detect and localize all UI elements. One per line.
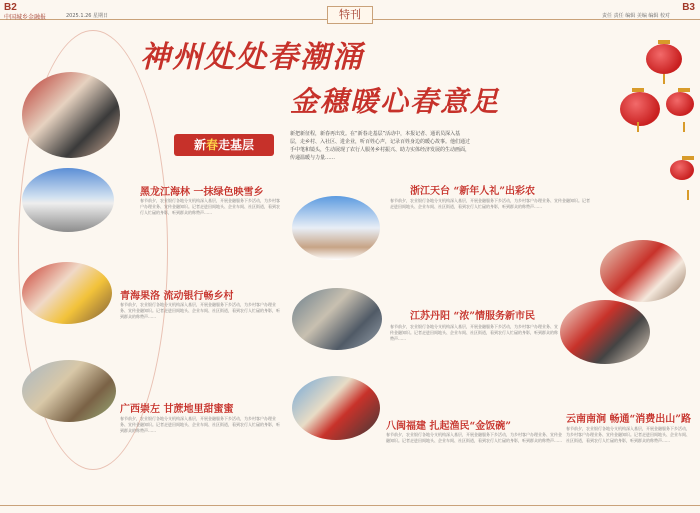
new-spring-badge	[174, 134, 274, 156]
photo-customer-service	[560, 300, 650, 364]
page-number-left: B2	[4, 2, 17, 13]
section-title-jiangsu: 江苏丹阳 “浓”情服务新市民	[410, 311, 535, 322]
article-body: 春节前夕，农业银行各地分支机构深入基层，开展金融服务下乡活动，为乡村客户办理业务、宣传金融知识。记者走进田间地头、企业车间、社区街道，看到农行人忙碌的身影，听到群众的称赞声……	[120, 302, 280, 319]
column-label: 特刊	[327, 6, 373, 24]
headline-line-2: 金穗暖心春意足	[290, 85, 501, 118]
article-body: 春节前夕，农业银行各地分支机构深入基层，开展金融服务下乡活动，为乡村客户办理业务、宣传金融知识。记者走进田间地头、企业车间、社区街道，看到农行人忙碌的身影，听到群众的称赞声……	[140, 198, 280, 215]
article-body: 春节前夕，农业银行各地分支机构深入基层，开展金融服务下乡活动，为乡村客户办理业务、宣传金融知识。记者走进田间地头、企业车间、社区街道，看到农行人忙碌的身影，听到群众的称赞声……	[120, 416, 280, 433]
intro-paragraph: 新把新征程，新春再出发。在“新春走基层”活动中，本报记者、通讯员深入基层，走乡村、入社区、进企业，听百姓心声，记录百姓身边的暖心故事。他们通过手中笔和镜头，生动展现了农行人服务乡村振兴、助力实体经济发展的生动画面，传递温暖与力量……	[290, 131, 471, 161]
article-body: 春节前夕，农业银行各地分支机构深入基层，开展金融服务下乡活动，为乡村客户办理业务、宣传金融知识。记者走进田间地头、企业车间、社区街道，看到农行人忙碌的身影，听到群众的称赞声……	[386, 432, 562, 443]
lantern-icon	[670, 160, 694, 180]
issue-date: 2025.1.26 星期日	[66, 13, 109, 19]
section-title-fujian: 八闽福建 扎起渔民“金饭碗”	[386, 421, 511, 432]
photo-festival-event	[600, 240, 686, 302]
photo-highway-bridge	[292, 288, 382, 350]
section-title-qinghai: 青海果洛 流动银行畅乡村	[120, 291, 234, 302]
article-body: 春节前夕，农业银行各地分支机构深入基层，开展金融服务下乡活动，为乡村客户办理业务、宣传金融知识。记者走进田间地头、企业车间、社区街道，看到农行人忙碌的身影，听到群众的称赞声……	[390, 198, 590, 209]
photo-sugarcane	[22, 360, 116, 422]
page-footer-rule	[0, 505, 700, 513]
section-title-guangxi: 广西崇左 甘蔗地里甜蜜蜜	[120, 404, 234, 415]
badge-accent: 春	[205, 138, 218, 152]
photo-mobile-bank	[22, 262, 112, 324]
paper-name: 中国城乡金融报	[4, 14, 47, 21]
article-body: 春节前夕，农业银行各地分支机构深入基层，开展金融服务下乡活动，为乡村客户办理业务、宣传金融知识。记者走进田间地头、企业车间、社区街道，看到农行人忙碌的身影，听到群众的称赞声……	[566, 426, 690, 443]
section-title-yunnan: 云南南涧 畅通“消费出山”路	[566, 414, 691, 425]
photo-snow-village	[22, 168, 114, 232]
editor-credits: 责任 责任 编辑 美编 编辑 校对	[602, 13, 670, 19]
lantern-icon	[620, 92, 660, 126]
photo-bank-service	[22, 72, 120, 158]
photo-snow-town	[292, 196, 380, 260]
photo-fishing-village	[292, 376, 380, 440]
badge-suffix: 走基层	[218, 138, 255, 152]
section-title-zhejiang: 浙江天台 “新年人礼”出彩农	[410, 186, 535, 197]
lantern-icon	[646, 44, 682, 74]
section-title-heilongjiang: 黑龙江海林 一抹绿色映雪乡	[140, 187, 264, 198]
badge-prefix: 新	[193, 138, 206, 152]
article-body: 春节前夕，农业银行各地分支机构深入基层，开展金融服务下乡活动，为乡村客户办理业务、宣传金融知识。记者走进田间地头、企业车间、社区街道，看到农行人忙碌的身影，听到群众的称赞声……	[390, 324, 558, 341]
lantern-icon	[666, 92, 694, 116]
headline-line-1: 神州处处春潮涌	[140, 40, 364, 75]
page-number-right: B3	[682, 2, 695, 13]
